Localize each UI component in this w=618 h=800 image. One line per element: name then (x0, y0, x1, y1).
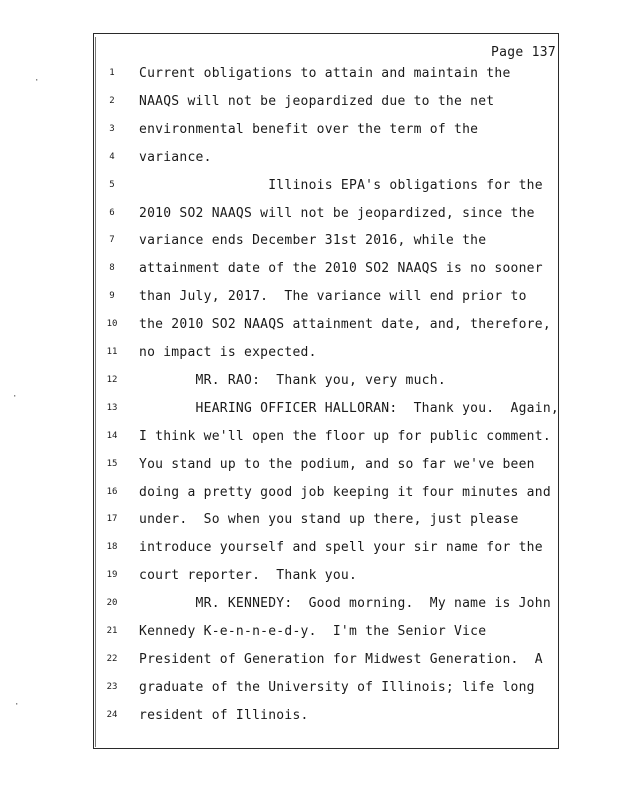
page-number: Page 137 (490, 45, 556, 60)
line-number: 24 (106, 709, 118, 720)
line-text: environmental benefit over the term of the (139, 121, 479, 137)
line-number: 15 (106, 458, 118, 469)
transcript-line (0, 540, 618, 560)
line-text: President of Generation for Midwest Generation. A (139, 651, 543, 667)
transcript-line (0, 401, 618, 421)
line-number: 6 (109, 207, 115, 218)
line-number: 16 (106, 486, 118, 497)
transcript-line (0, 317, 618, 337)
transcript-line (0, 652, 618, 672)
transcript-line (0, 568, 618, 588)
line-number: 11 (106, 347, 118, 357)
line-text: Illinois EPA's obligations for the (139, 177, 543, 193)
transcript-line (0, 457, 618, 477)
line-text: introduce yourself and spell your sir name for the (139, 540, 543, 556)
line-number: 10 (106, 319, 118, 330)
transcript-line (0, 122, 618, 142)
transcript-line (0, 206, 618, 226)
line-text: I think we'll open the floor up for public comment. (139, 428, 551, 444)
line-number: 7 (109, 235, 115, 246)
line-number: 19 (106, 570, 118, 581)
line-text: resident of Illinois. (139, 707, 309, 723)
line-number: 1 (109, 68, 115, 78)
transcript-line (0, 345, 618, 365)
transcript-line (0, 485, 618, 505)
line-number: 14 (106, 430, 118, 441)
line-number: 2 (109, 95, 115, 106)
transcript-line (0, 429, 618, 449)
transcript-line (0, 512, 618, 532)
line-number: 17 (106, 514, 118, 525)
line-text: variance ends December 31st 2016, while the (139, 233, 487, 249)
line-number: 12 (106, 374, 118, 385)
line-number: 21 (106, 626, 118, 636)
line-text: under. So when you stand up there, just please (139, 512, 519, 528)
transcript-line (0, 624, 618, 644)
line-text: graduate of the University of Illinois; life long (139, 679, 535, 695)
line-text: MR. KENNEDY: Good morning. My name is John (139, 596, 551, 612)
line-number: 18 (106, 542, 118, 553)
line-number: 20 (106, 598, 118, 609)
transcript-line (0, 178, 618, 198)
transcript-line (0, 150, 618, 170)
line-text: Kennedy K-e-n-n-e-d-y. I'm the Senior Vice (139, 624, 487, 639)
line-text: HEARING OFFICER HALLORAN: Thank you. Again, (139, 400, 559, 416)
line-number: 9 (109, 291, 115, 302)
line-text: court reporter. Thank you. (139, 568, 358, 584)
line-text: NAAQS will not be jeopardized due to the net (139, 93, 495, 109)
transcript-line (0, 596, 618, 616)
line-text: Current obligations to attain and maintain the (139, 66, 511, 81)
transcript-line (0, 233, 618, 253)
line-text: no impact is expected. (139, 345, 317, 360)
line-number: 23 (106, 681, 118, 692)
line-text: MR. RAO: Thank you, very much. (139, 372, 446, 388)
line-number: 3 (109, 123, 115, 134)
transcript-line (0, 66, 618, 86)
scan-mark: · (12, 392, 18, 402)
scan-mark: · (14, 700, 20, 710)
line-text: You stand up to the podium, and so far we've been (139, 456, 535, 472)
line-number: 4 (109, 151, 115, 162)
line-text: the 2010 SO2 NAAQS attainment date, and, therefore, (139, 317, 551, 333)
transcript-line (0, 94, 618, 114)
transcript-line (0, 261, 618, 281)
line-text: attainment date of the 2010 SO2 NAAQS is no sooner (139, 261, 543, 277)
line-text: 2010 SO2 NAAQS will not be jeopardized, since the (139, 205, 535, 221)
transcript-line (0, 680, 618, 700)
line-number: 5 (109, 179, 115, 190)
scan-mark: · (34, 76, 40, 86)
line-text: variance. (139, 149, 212, 165)
line-number: 8 (109, 263, 115, 274)
transcript-line (0, 373, 618, 393)
line-number: 22 (106, 653, 118, 664)
line-text: doing a pretty good job keeping it four minutes and (139, 484, 551, 500)
line-number: 13 (106, 402, 118, 413)
line-text: than July, 2017. The variance will end prior to (139, 289, 527, 305)
transcript-line (0, 289, 618, 309)
transcript-line (0, 708, 618, 728)
